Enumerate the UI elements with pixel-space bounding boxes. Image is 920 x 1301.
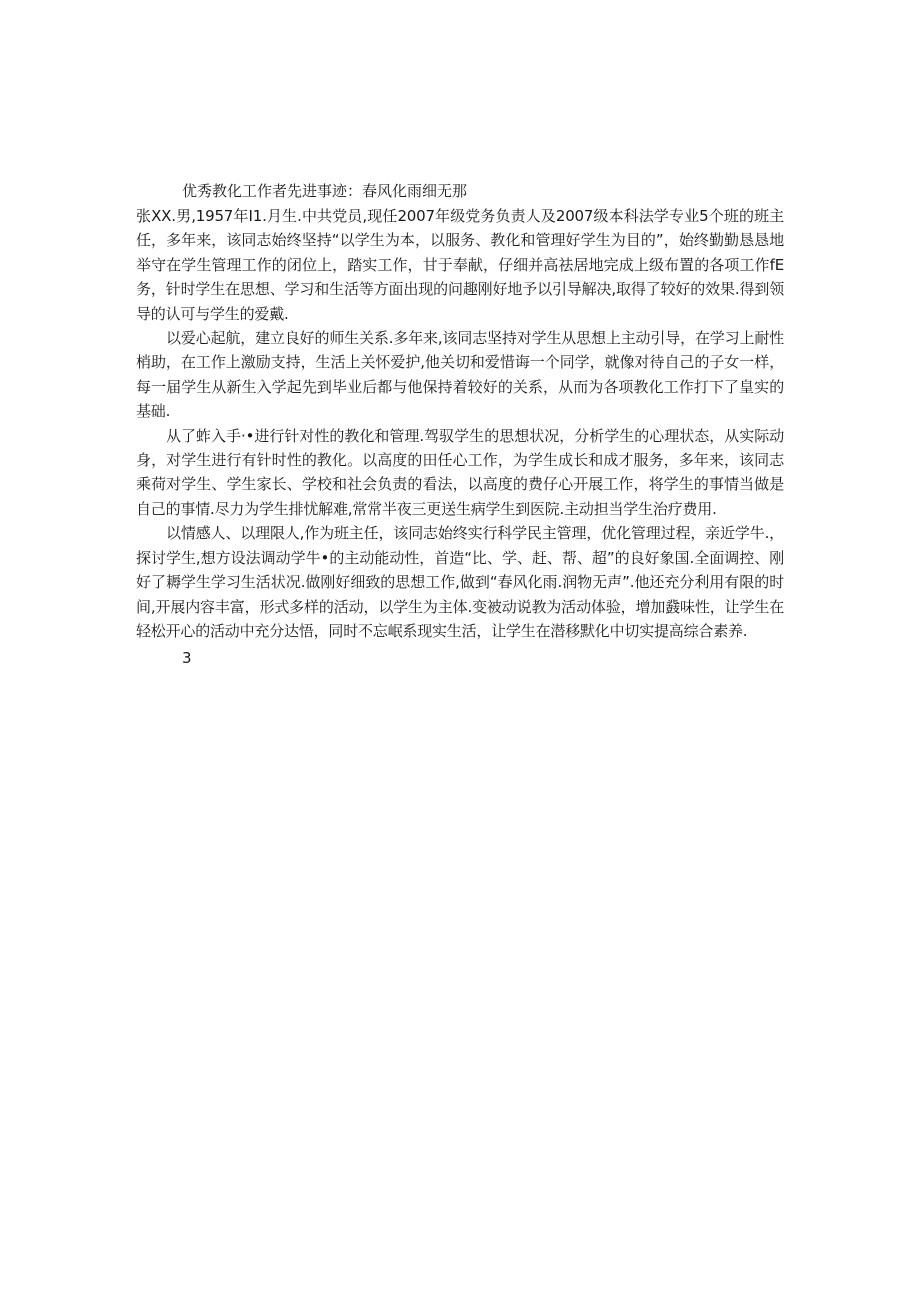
paragraph-profile: 张XX.男,1957年I1.月生.中共党员,现任2007年级党务负责人及2007级本科法学专业5个班的班主任，多年来，该同志始终坚持“以学生为本，以服务、教化和管理好学生为目的”，始终勤勤恳恳地举守在学生管理工作的闭位上，踏实工作，甘于奉献，仔细并高祛居地完成上级布置的各项工作fE务，针时学生在思想、学习和生活等方面出现的问趣刚好地予以引导解决,取得了较好的效果.得到领导的认可与学生的爱戴. bbox=[136, 207, 784, 323]
paragraph-targeted-education: 从了蚱入手·•进行针对性的教化和管理.驾驭学生的思想状况，分析学生的心理状态，从实际动身，对学生进行有针时性的教化。以高度的田任心工作，为学生成长和成才服务，多年来，该同志乘荷对学生、学生家长、学校和社会负责的看法，以高度的费仔心开展工作，将学生的事情当做是自己的事情.尽力为学生排忧解难,常常半夜三更送生病学生到医院.主动担当学生治疗费用. bbox=[136, 426, 784, 518]
paragraph-emotion-reason: 以情感人、以理限人,作为班主任，该同志始终实行科学民主管理，优化管理过程，亲近学牛.，探讨学生,想方设法调动学牛•的主动能动性，首造“比、学、赶、帮、超”的良好象国.全面调控、刚好了耨学生学习生活状况.做刚好细致的思想工作,做到“春风化雨.润物无声”.他还充分利用有限的时间,开展内容丰富，形式多样的活动，以学生为主体.变被动说教为活动体验，增加鼗味性，让学生在轻松开心的活动中充分达悟，同时不忘岷系现实生活，让学生在潜移默化中切实提高综合素养. bbox=[136, 524, 784, 640]
document-page bbox=[136, 178, 784, 670]
document-title: 优秀教化工作者先进事迹：春风化雨细无那 bbox=[182, 182, 468, 200]
paragraph-love: 以爱心起航，建立良好的师生关系.多年来,该同志坚持对学生从思想上主动引导，在学习上耐性梢助，在工作上激励支持，生活上关怀爱护,他关切和爱惜诲一个同学，就像对待自己的子女一样，每一届学生从新生入学起先到毕业后都与他保持着较好的关系，从而为各项教化工作打下了皇实的基础. bbox=[136, 329, 784, 421]
page-number: 3 bbox=[182, 649, 192, 668]
